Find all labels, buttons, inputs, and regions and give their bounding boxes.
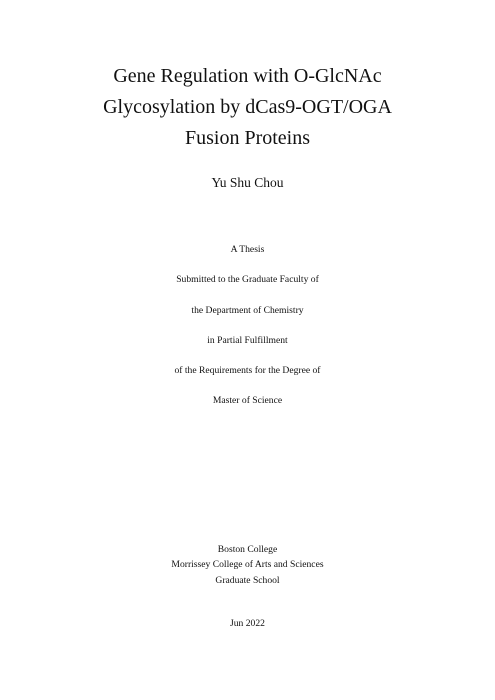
- thesis-statement-line-3: the Department of Chemistry: [191, 305, 304, 316]
- author-name: Yu Shu Chou: [211, 175, 284, 190]
- thesis-statement-line-5: of the Requirements for the Degree of: [174, 365, 321, 376]
- title-line-3: Fusion Proteins: [184, 127, 311, 149]
- thesis-statement-line-1: A Thesis: [230, 244, 265, 255]
- title-line-2: Glycosylation by dCas9-OGT/OGA: [103, 96, 392, 118]
- institution-school-of-arts: Morrissey College of Arts and Sciences: [171, 559, 324, 570]
- submission-date: Jun 2022: [230, 618, 265, 629]
- institution-college: Boston College: [217, 544, 278, 555]
- institution-graduate-school: Graduate School: [215, 575, 280, 586]
- title-line-1: Gene Regulation with O-GlcNAc: [113, 65, 382, 87]
- thesis-statement-line-2: Submitted to the Graduate Faculty of: [176, 274, 319, 285]
- thesis-statement-line-4: in Partial Fulfillment: [207, 335, 288, 346]
- thesis-statement-line-6: Master of Science: [212, 395, 283, 406]
